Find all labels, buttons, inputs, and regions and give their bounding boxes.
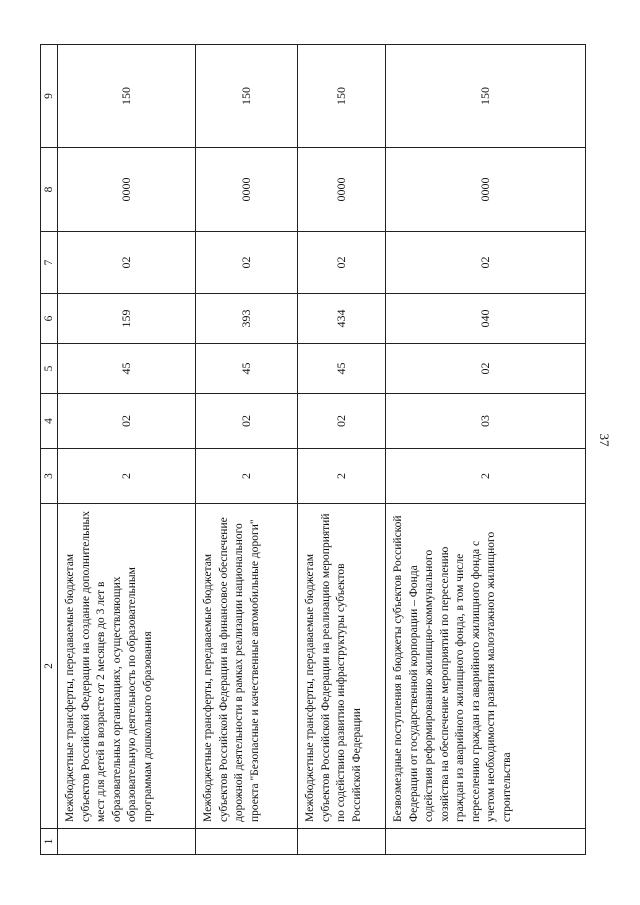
- column-header-1: 1: [41, 829, 58, 855]
- table-row: [58, 45, 196, 855]
- code-cell-4: 03: [386, 394, 586, 449]
- code-cell-6: 434: [298, 294, 386, 344]
- column-header-5: 5: [41, 344, 58, 394]
- code-cell-3: 2: [58, 449, 196, 504]
- table-row: [298, 45, 386, 855]
- column-header-3: 3: [41, 449, 58, 504]
- code-cell-4: 02: [58, 394, 196, 449]
- code-cell-7: 02: [196, 232, 298, 294]
- row-number-cell: [196, 829, 298, 855]
- column-header-6: 6: [41, 294, 58, 344]
- code-cell-3: 2: [298, 449, 386, 504]
- code-cell-9: 150: [298, 45, 386, 148]
- table-row: [196, 45, 298, 855]
- header-row: [41, 45, 58, 855]
- code-cell-7: 02: [386, 232, 586, 294]
- code-cell-8: 0000: [386, 148, 586, 232]
- code-cell-3: 2: [196, 449, 298, 504]
- row-number-cell: [58, 829, 196, 855]
- column-header-9: 9: [41, 45, 58, 148]
- code-cell-3: 2: [386, 449, 586, 504]
- code-cell-4: 02: [196, 394, 298, 449]
- description-cell: Межбюджетные трансферты, передаваемые бюджетам субъектов Российской Федерации на финансовое обеспечение дорожной деятельности в рамках реализации национального проекта "Безопасные и качественные автомобильные дороги": [196, 504, 298, 829]
- description-cell: Безвозмездные поступления в бюджеты субъектов Российской Федерации от государственной корпорации – Фонда содействия реформированию жилищно-коммунального хозяйства на обеспечение мероприятий по переселению граждан из аварийного жилищного фонда, в том числе переселению граждан из аварийного жилищного фонда с учетом необходимости развития малоэтажного жилищного строительства: [386, 504, 586, 829]
- code-cell-8: 0000: [196, 148, 298, 232]
- row-number-cell: [386, 829, 586, 855]
- code-cell-9: 150: [386, 45, 586, 148]
- row-number-cell: [298, 829, 386, 855]
- code-cell-5: 45: [298, 344, 386, 394]
- code-cell-5: 45: [58, 344, 196, 394]
- column-header-4: 4: [41, 394, 58, 449]
- code-cell-5: 45: [196, 344, 298, 394]
- column-header-7: 7: [41, 232, 58, 294]
- column-header-8: 8: [41, 148, 58, 232]
- code-cell-6: 159: [58, 294, 196, 344]
- table-row: [386, 45, 586, 855]
- code-cell-9: 150: [58, 45, 196, 148]
- code-cell-6: 393: [196, 294, 298, 344]
- description-cell: Межбюджетные трансферты, передаваемые бюджетам субъектов Российской Федерации на создание дополнительных мест для детей в возрасте от 2 месяцев до 3 лет в образовательных организациях, осуществляющих образовательную деятельность по образовательным программам дошкольного образования: [58, 504, 196, 829]
- page-number: 37: [597, 433, 612, 447]
- code-cell-6: 040: [386, 294, 586, 344]
- code-cell-7: 02: [58, 232, 196, 294]
- code-cell-5: 02: [386, 344, 586, 394]
- code-cell-4: 02: [298, 394, 386, 449]
- code-cell-9: 150: [196, 45, 298, 148]
- rotated-table-wrapper: [40, 45, 585, 855]
- description-cell: Межбюджетные трансферты, передаваемые бюджетам субъектов Российской Федерации на реализацию мероприятий по содействию развитию инфраструктуры субъектов Российской Федерации: [298, 504, 386, 829]
- code-cell-7: 02: [298, 232, 386, 294]
- code-cell-8: 0000: [298, 148, 386, 232]
- column-header-2: 2: [41, 504, 58, 829]
- budget-classification-table: [40, 44, 586, 855]
- code-cell-8: 0000: [58, 148, 196, 232]
